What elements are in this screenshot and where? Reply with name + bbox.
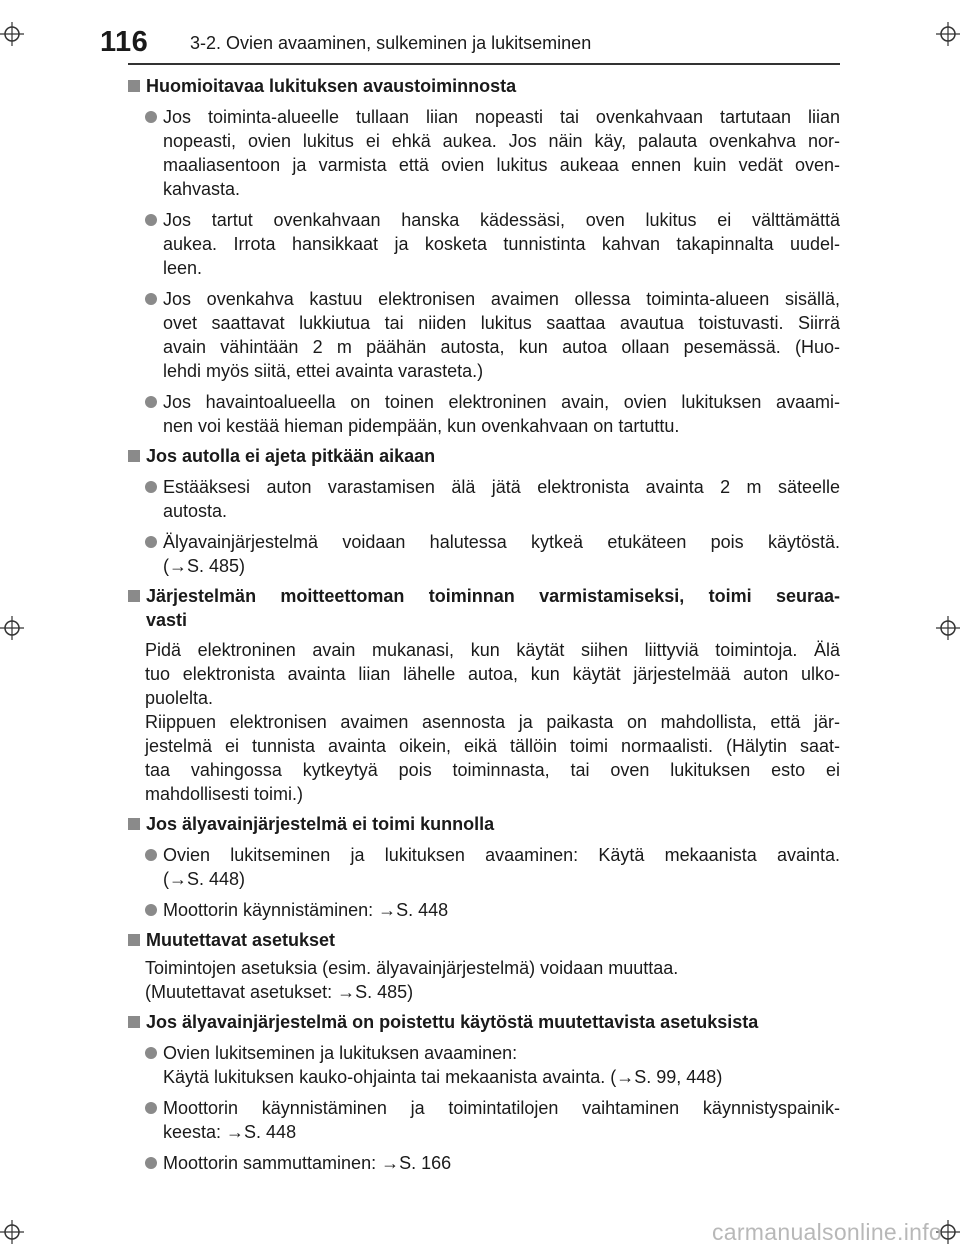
text-line: Jos havaintoalueella on toinen elektroninen avain, ovien lukituksen avaami-	[163, 392, 840, 412]
text-line: (→S. 448)	[163, 869, 246, 889]
section-title: Muutettavat asetukset	[128, 928, 840, 952]
circle-bullet-icon	[145, 293, 157, 305]
section-title: Huomioitavaa lukituksen avaustoiminnosta	[128, 74, 840, 98]
chapter-title: 3-2. Ovien avaaminen, sulkeminen ja lukitseminen	[190, 33, 592, 53]
bullet-item	[128, 1151, 840, 1175]
text-line: avain vähintään 2 m päähän autosta, kun autoa ollaan pesemässä. (Huo-	[163, 337, 840, 357]
registration-mark-icon	[0, 616, 24, 640]
text-line: Ovien lukitseminen ja lukituksen avaaminen:	[163, 1043, 518, 1063]
circle-bullet-icon	[145, 481, 157, 493]
square-bullet-icon	[128, 934, 140, 946]
text-line: Jos tartut ovenkahvaan hanska kädessäsi, oven lukitus ei välttämättä	[163, 210, 840, 230]
bullet-item	[128, 1096, 840, 1144]
circle-bullet-icon	[145, 111, 157, 123]
page-content	[128, 74, 840, 1175]
text-line: (→S. 485)	[163, 556, 246, 576]
text-line: Pidä elektroninen avain mukanasi, kun käytät siihen liittyviä toimintoja. Älä	[145, 640, 840, 660]
bullet-item	[128, 1041, 840, 1089]
text-line: keesta: →S. 448	[163, 1122, 297, 1142]
bullet-item	[128, 530, 840, 578]
section-title: Jos älyavainjärjestelmä ei toimi kunnolla	[128, 812, 840, 836]
registration-mark-icon	[936, 22, 960, 46]
text-line: ovet saattavat lukkiutua tai niiden lukitus saattaa avautua toistuvasti. Siirrä	[163, 313, 840, 333]
registration-mark-icon	[936, 616, 960, 640]
square-bullet-icon	[128, 450, 140, 462]
text-line: Jos ovenkahva kastuu elektronisen avaimen ollessa toiminta-alueen sisällä,	[163, 289, 840, 309]
text-line: Moottorin sammuttaminen: →S. 166	[163, 1153, 452, 1173]
circle-bullet-icon	[145, 1102, 157, 1114]
text-line: Toimintojen asetuksia (esim. älyavainjärjestelmä) voidaan muuttaa.	[145, 958, 679, 978]
circle-bullet-icon	[145, 396, 157, 408]
circle-bullet-icon	[145, 849, 157, 861]
text-line: lehdi myös siitä, ettei avainta varasteta.)	[163, 361, 484, 381]
circle-bullet-icon	[145, 536, 157, 548]
square-bullet-icon	[128, 590, 140, 602]
bullet-item	[128, 208, 840, 280]
text-line: nopeasti, ovien lukitus ei ehkä aukea. Jos näin käy, palauta ovenkahva nor-	[163, 131, 840, 151]
section-title: Järjestelmän moitteettoman toiminnan varmistamiseksi, toimi seuraa- vasti	[128, 584, 840, 632]
text-line: jestelmä ei tunnista avainta oikein, eikä tällöin toimi normaalisti. (Hälytin saat-	[145, 736, 840, 756]
text-line: Moottorin käynnistäminen: →S. 448	[163, 900, 449, 920]
text-line: taa vahingossa kytkeytyä pois toiminnasta, tai oven lukituksen esto ei	[145, 760, 840, 780]
text-line: tuo elektronista avainta liian lähelle autoa, kun käytät järjestelmää auton ulko-	[145, 664, 840, 684]
text-line: maaliasentoon ja varmista että ovien lukitus aukeaa ennen kuin vedät oven-	[163, 155, 840, 175]
bullet-item	[128, 390, 840, 438]
text-line: Jos toiminta-alueelle tullaan liian nopeasti tai ovenkahvaan tartutaan liian	[163, 107, 840, 127]
registration-mark-icon	[0, 22, 24, 46]
text-line: (Muutettavat asetukset: →S. 485)	[145, 982, 414, 1002]
bullet-item	[128, 843, 840, 891]
section-title: Jos autolla ei ajeta pitkään aikaan	[128, 444, 840, 468]
bullet-item	[128, 475, 840, 523]
circle-bullet-icon	[145, 904, 157, 916]
text-line: puolelta.	[145, 688, 214, 708]
bullet-item	[128, 898, 840, 922]
square-bullet-icon	[128, 80, 140, 92]
circle-bullet-icon	[145, 214, 157, 226]
text-line: autosta.	[163, 501, 228, 521]
square-bullet-icon	[128, 1016, 140, 1028]
bullet-item	[128, 287, 840, 383]
paragraph	[128, 638, 840, 806]
circle-bullet-icon	[145, 1047, 157, 1059]
text-line: Ovien lukitseminen ja lukituksen avaaminen: Käytä mekaanista avainta.	[163, 845, 840, 865]
header-rule	[128, 63, 840, 65]
paragraph	[128, 956, 840, 1004]
watermark: carmanualsonline.info	[711, 1219, 942, 1245]
text-line: leen.	[163, 258, 203, 278]
text-line: kahvasta.	[163, 179, 241, 199]
text-line: Moottorin käynnistäminen ja toimintatilojen vaihtaminen käynnistyspainik-	[163, 1098, 840, 1118]
text-line: Älyavainjärjestelmä voidaan halutessa kytkeä etukäteen pois käytöstä.	[163, 532, 840, 552]
square-bullet-icon	[128, 818, 140, 830]
bullet-item	[128, 105, 840, 201]
text-line: Käytä lukituksen kauko-ohjainta tai mekaanista avainta. (→S. 99, 448)	[163, 1067, 723, 1087]
registration-mark-icon	[0, 1220, 24, 1244]
text-line: Riippuen elektronisen avaimen asennosta ja paikasta on mahdollista, että jär-	[145, 712, 840, 732]
text-line: aukea. Irrota hansikkaat ja kosketa tunnistinta kahvan takapinnalta uudel-	[163, 234, 840, 254]
page-number: 116	[100, 26, 149, 58]
section-title: Jos älyavainjärjestelmä on poistettu käytöstä muutettavista asetuksista	[128, 1010, 840, 1034]
text-line: Estääksesi auton varastamisen älä jätä elektronista avainta 2 m säteelle	[163, 477, 840, 497]
text-line: mahdollisesti toimi.)	[145, 784, 304, 804]
text-line: nen voi kestää hieman pidempään, kun ovenkahvaan on tartuttu.	[163, 416, 680, 436]
circle-bullet-icon	[145, 1157, 157, 1169]
